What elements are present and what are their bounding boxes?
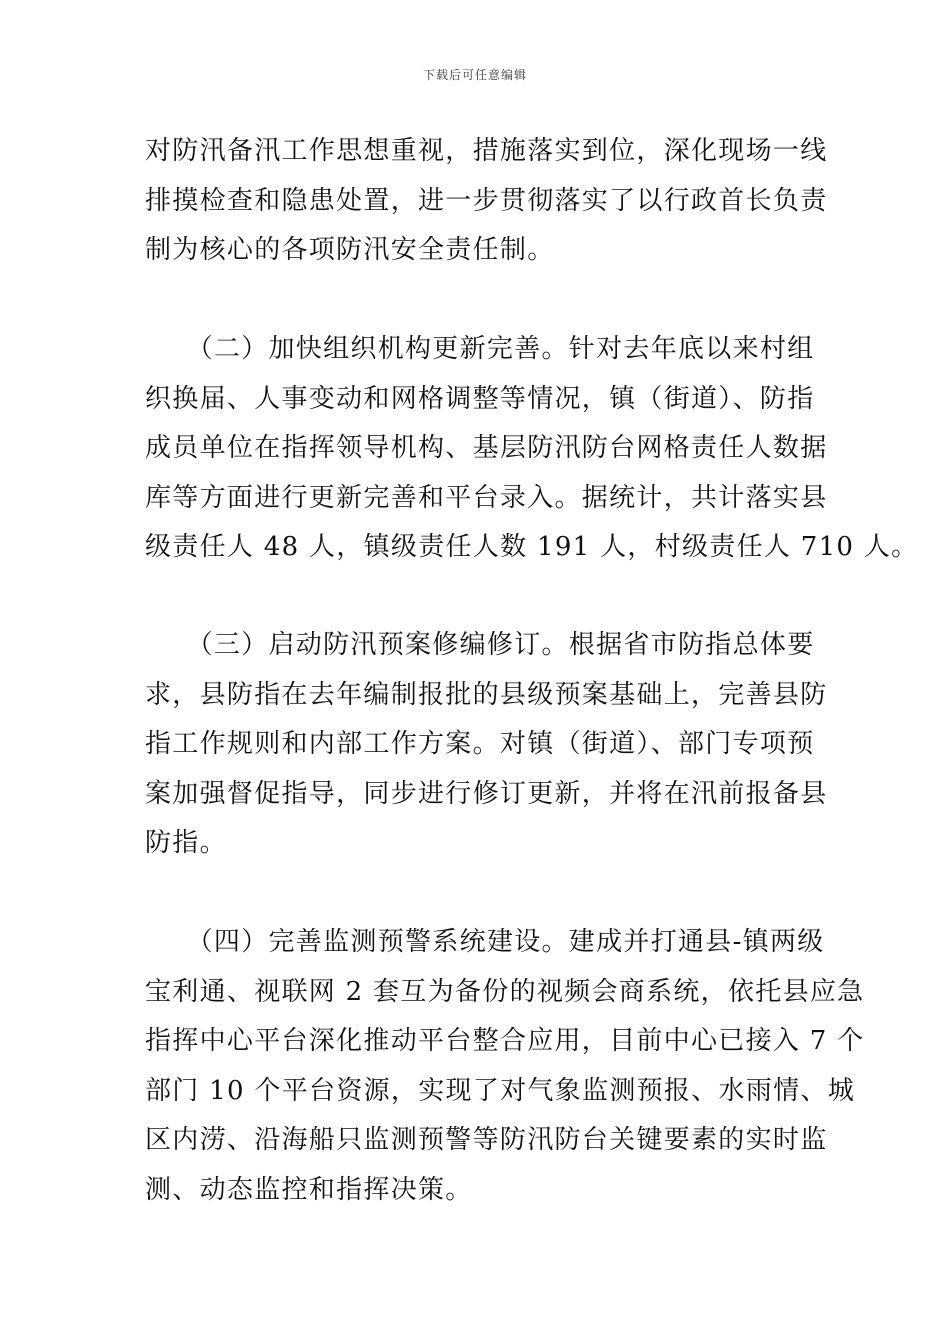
paragraph-line: 宝利通、视联网 2 套互为备份的视频会商系统，依托县应急 [145,976,865,1007]
paragraph-line: 部门 10 个平台资源，实现了对气象监测预报、水雨情、城 [145,1075,856,1106]
paragraph-3 [145,621,828,869]
paragraph-line: 指工作规则和内部工作方案。对镇（街道）、部门专项预 [145,729,815,759]
paragraph-4 [145,918,865,1215]
paragraph-line: 织换届、人事变动和网格调整等情况，镇（街道）、防指 [145,383,815,414]
paragraph-2 [145,325,919,573]
paragraph-line: 防指。 [145,828,227,858]
paragraph-line: 级责任人 48 人，镇级责任人数 191 人，村级责任人 710 人。 [145,532,919,562]
paragraph-line: 区内涝、沿海船只监测预警等防汛防台关键要素的实时监 [145,1125,828,1155]
paragraph-line: 成员单位在指挥领导机构、基层防汛防台网格责任人数据 [145,433,828,463]
paragraph-line: 制为核心的各项防汛安全责任制。 [145,235,555,265]
paragraph-line: 对防汛备汛工作思想重视，措施落实到位，深化现场一线 [145,136,828,166]
paragraph-1 [145,127,828,276]
paragraph-line: 排摸检查和隐患处置，进一步贯彻落实了以行政首长负责 [145,185,828,216]
paragraph-line: （三）启动防汛预案修编修订。根据省市防指总体要 [145,630,815,660]
paragraph-line: 案加强督促指导，同步进行修订更新，并将在汛前报备县 [145,778,828,809]
paragraph-line: 求，县防指在去年编制报批的县级预案基础上，完善县防 [145,679,828,710]
paragraph-line: 指挥中心平台深化推动平台整合应用，目前中心已接入 7 个 [145,1026,865,1056]
paragraph-line: 库等方面进行更新完善和平台录入。据统计，共计落实县 [145,482,828,513]
paragraph-line: 测、动态监控和指挥决策。 [145,1174,473,1205]
paragraph-line: （四）完善监测预警系统建设。建成并打通县-镇两级 [145,927,825,957]
header-note: 下载后可任意编辑 [422,68,527,82]
paragraph-line: （二）加快组织机构更新完善。针对去年底以来村组 [145,334,815,364]
